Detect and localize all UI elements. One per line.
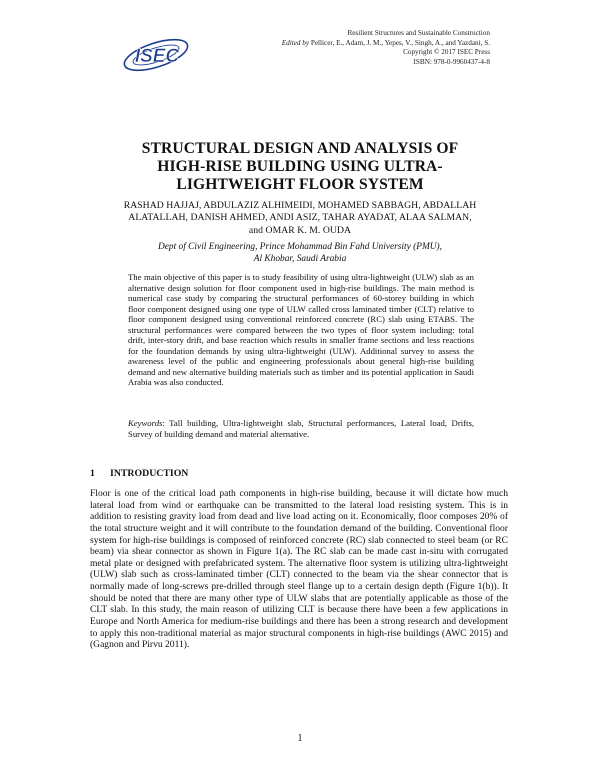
introduction-paragraph: Floor is one of the critical load path components in high-rise building, because it will dictate how much lateral load from wind or earthquake can be transmitted to the lateral load resisting system. This is in addition to resisting gravity load from dead and live load acting on it. Economically, floor composes 20% of the total structure weight and it will contribute to the foundation demand of the building. Conventional floor system for high-rise buildings is composed of reinforced concrete (RC) slab connected to steel beam (or RC beam) via shear connector as shown in Figure 1(a). The RC slab can be made cast in-situ with corrugated metal plate or designed with prefabricated system. The alternative floor system is utilizing ultra-lightweight (ULW) slab such as cross-laminated timber (CLT) connected to the beam via the shear connector that is normally made of long-screws pre-drilled through steel flange up to a certain design depth (Figure 1(b)). It should be noted that there are many other type of ULW slabs that are potentially applicable as those of the CLT slab. In this study, the main reason of utilizing CLT is because there have been a few applications in Europe and North America for medium-rise buildings and there has been a strong research and development to apply this non-traditional material as major structural components in high-rise buildings (AWC 2015) and (Gagnon and Pirvu 2011). bbox=[90, 488, 508, 651]
authors-line-2: ALATALLAH, DANISH AHMED, ANDI ASIZ, TAHAR AYADAT, ALAA SALMAN, bbox=[128, 212, 472, 224]
keywords-label: Keywords bbox=[128, 418, 163, 428]
title-line-2: HIGH-RISE BUILDING USING ULTRA- bbox=[157, 158, 443, 176]
abstract bbox=[128, 272, 474, 388]
title-line-3: LIGHTWEIGHT FLOOR SYSTEM bbox=[176, 176, 424, 194]
section-title: INTRODUCTION bbox=[110, 468, 189, 479]
header-line-2 bbox=[170, 39, 490, 49]
affiliation bbox=[120, 241, 480, 265]
page-number: 1 bbox=[297, 733, 303, 744]
edited-by-label: Edited by bbox=[281, 38, 310, 47]
authors-line-1: RASHAD HAJJAJ, ABDULAZIZ ALHIMEIDI, MOHAMED SABBAGH, ABDALLAH bbox=[123, 200, 477, 211]
section-number: 1 bbox=[90, 468, 95, 479]
title-line-1: STRUCTURAL DESIGN AND ANALYSIS OF bbox=[141, 140, 459, 157]
keywords-text: : Tall building, Ultra-lightweight slab, Structural performances, Lateral load, Drifts, Survey of building demand and material alternative. bbox=[128, 418, 474, 439]
affiliation-line-2: Al Khobar, Saudi Arabia bbox=[253, 254, 347, 265]
conference-header bbox=[170, 29, 490, 68]
section-heading bbox=[90, 468, 390, 480]
introduction-body bbox=[90, 488, 508, 651]
editor-names: Pellicer, E., Adam, J. M., Yepes, V., Singh, A., and Yazdani, S. bbox=[309, 38, 490, 47]
author-list bbox=[103, 200, 497, 237]
keywords bbox=[128, 418, 474, 439]
logo-text: ISEC bbox=[134, 46, 180, 67]
affiliation-line-1: Dept of Civil Engineering, Prince Mohammad Bin Fahd University (PMU), bbox=[157, 242, 443, 252]
header-line-3: Copyright © 2017 ISEC Press bbox=[403, 48, 490, 57]
authors-line-3: and OMAR K. M. OUDA bbox=[248, 224, 352, 236]
header-line-1: Resilient Structures and Sustainable Construction bbox=[347, 29, 490, 37]
abstract-text: The main objective of this paper is to study feasibility of using ultra-lightweight (ULW) slab as an alternative design solution for floor component used in high-rise buildings. The main method is numerical case study by comparing the structural performances of 60-storey building in which floor component designed using one type of ULW called cross laminated timber (CLT) relative to floor component designed using conventional reinforced concrete (RC) slab using ETABS. The structural performances were compared between the two types of floor system including: total drift, inter-story drift, and base reaction which results in smaller frame sections and less reactions for the foundation demands by using ultra-lightweight (ULW). Additional survey to assess the awareness level of the public and engineering professionals about general high-rise building demand and new alternative building materials such as timber and its potential application in Saudi Arabia was also conducted. bbox=[128, 272, 474, 388]
header-line-4: ISBN: 978-0-9960437-4-8 bbox=[413, 58, 490, 67]
paper-title bbox=[100, 140, 500, 195]
